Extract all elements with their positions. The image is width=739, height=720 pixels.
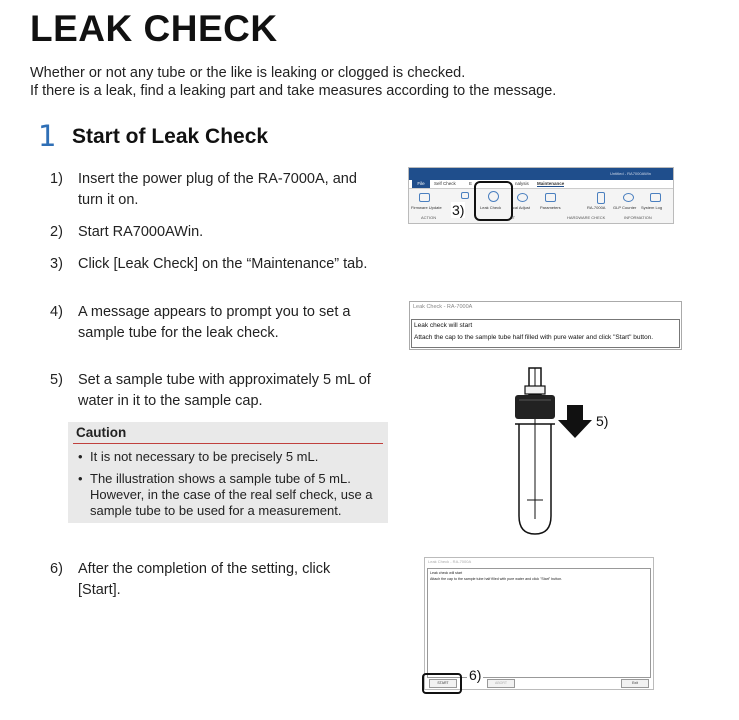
ribbon-screenshot (408, 167, 674, 224)
step-text: Insert the power plug of the RA-7000A, and turn it on. (78, 171, 357, 208)
step-3 (50, 254, 390, 276)
section-number: 1 (38, 119, 57, 153)
button-ra7000a[interactable]: RA-7000A (587, 205, 606, 210)
gear-icon (461, 192, 469, 199)
bullet: • (78, 449, 83, 464)
device-icon (597, 192, 605, 204)
step-number: 3) (50, 256, 63, 272)
adjust-icon (517, 193, 528, 202)
log-icon (650, 193, 661, 202)
group-information: INFORMATION (624, 215, 652, 220)
tab-self-check[interactable]: Self Check (434, 181, 456, 186)
caution-box (68, 422, 388, 523)
callout-label-6: 6) (469, 667, 482, 683)
title-bar (409, 168, 673, 180)
step-text: Set a sample tube with approximately 5 mL of water in it to the sample cap. (78, 372, 371, 409)
caution-item-text: The illustration shows a sample tube of 5 mL. However, in the case of the real self check, use a sample tube to be used for a measurement. (90, 471, 373, 518)
caution-item-text: It is not necessary to be precisely 5 mL. (90, 449, 319, 464)
message-line-1: Leak check will start (414, 322, 473, 329)
message-area (427, 568, 651, 678)
group-hardware-check: HARDWARE CHECK (567, 215, 606, 220)
step-text: Click [Leak Check] on the “Maintenance” tab. (78, 256, 368, 272)
message-line-1: Leak check will start (430, 571, 463, 575)
exit-button[interactable]: Exit (621, 679, 649, 688)
step-2 (50, 222, 390, 244)
section-title: Start of Leak Check (72, 125, 269, 148)
group-action: ACTION (421, 215, 437, 220)
button-parameters[interactable]: Parameters (540, 205, 561, 210)
button-ical-adjust[interactable]: ical Adjust (512, 205, 531, 210)
page-title: LEAK CHECK (30, 8, 278, 49)
caution-list (78, 449, 378, 525)
callout-label-3: 3) (452, 202, 465, 218)
step-number: 4) (50, 304, 63, 320)
nozzle-collar (525, 386, 545, 394)
step-6 (50, 559, 390, 603)
caution-heading: Caution (76, 425, 127, 440)
tab-analysis[interactable]: nalysis (515, 181, 529, 186)
message-line-2: Attach the cap to the sample tube half filled with pure water and click "Start" button. (414, 334, 654, 341)
intro-line-1: Whether or not any tube or the like is leaking or clogged is checked. (30, 65, 466, 81)
step-number: 2) (50, 224, 63, 240)
abort-button[interactable]: ABORT (487, 679, 515, 688)
window-title: Leak Check - RA-7000A (413, 304, 473, 310)
start-button-highlight (422, 673, 462, 694)
refresh-icon (419, 193, 430, 202)
tab-maintenance[interactable]: Maintenance (537, 181, 565, 186)
step-4 (50, 302, 390, 346)
button-leak-check[interactable]: Leak Check (480, 205, 502, 210)
step-number: 5) (50, 372, 63, 388)
window-title: Leak Check - RA-7000A (428, 559, 472, 564)
step-text: Start RA7000AWin. (78, 224, 204, 240)
step-text: A message appears to prompt you to set a sample tube for the leak check. (78, 304, 351, 341)
group-st: ST (510, 215, 516, 220)
counter-icon (623, 193, 634, 202)
button-system-log[interactable]: System Log (641, 205, 663, 210)
step-number: 1) (50, 171, 63, 187)
sample-tube-illustration (505, 364, 605, 539)
step-number: 6) (50, 561, 63, 577)
message-line-2: Attach the cap to the sample tube half filled with pure water and click "Start" button. (430, 577, 563, 581)
leak-check-message-window (409, 301, 682, 350)
button-glp-counter[interactable]: GLP Counter (613, 205, 637, 210)
parameters-icon (545, 193, 556, 202)
intro-line-2: If there is a leak, find a leaking part and take measures according to the message. (30, 83, 557, 99)
step-text: After the completion of the setting, click [Start]. (78, 561, 331, 598)
ribbon-tabs (409, 180, 673, 189)
window-title: Untitled - RA7000AWin (610, 171, 651, 176)
start-button[interactable]: START (429, 679, 457, 688)
caution-item (78, 449, 378, 465)
bullet: • (78, 471, 83, 486)
message-area (411, 319, 680, 348)
callout-label-5: 5) (596, 413, 609, 429)
leak-check-start-window (424, 557, 654, 690)
button-firmware-update[interactable]: Firmware Update (411, 205, 442, 210)
down-arrow-icon (558, 405, 592, 438)
intro-text (30, 64, 556, 100)
caution-item (78, 471, 378, 519)
leak-check-highlight (474, 181, 516, 221)
caution-divider (73, 443, 383, 444)
tab-file[interactable]: File (412, 180, 430, 188)
step-5 (50, 370, 390, 414)
sample-cap (515, 395, 555, 419)
tab-e[interactable]: E (469, 181, 473, 186)
step-1 (50, 169, 390, 213)
